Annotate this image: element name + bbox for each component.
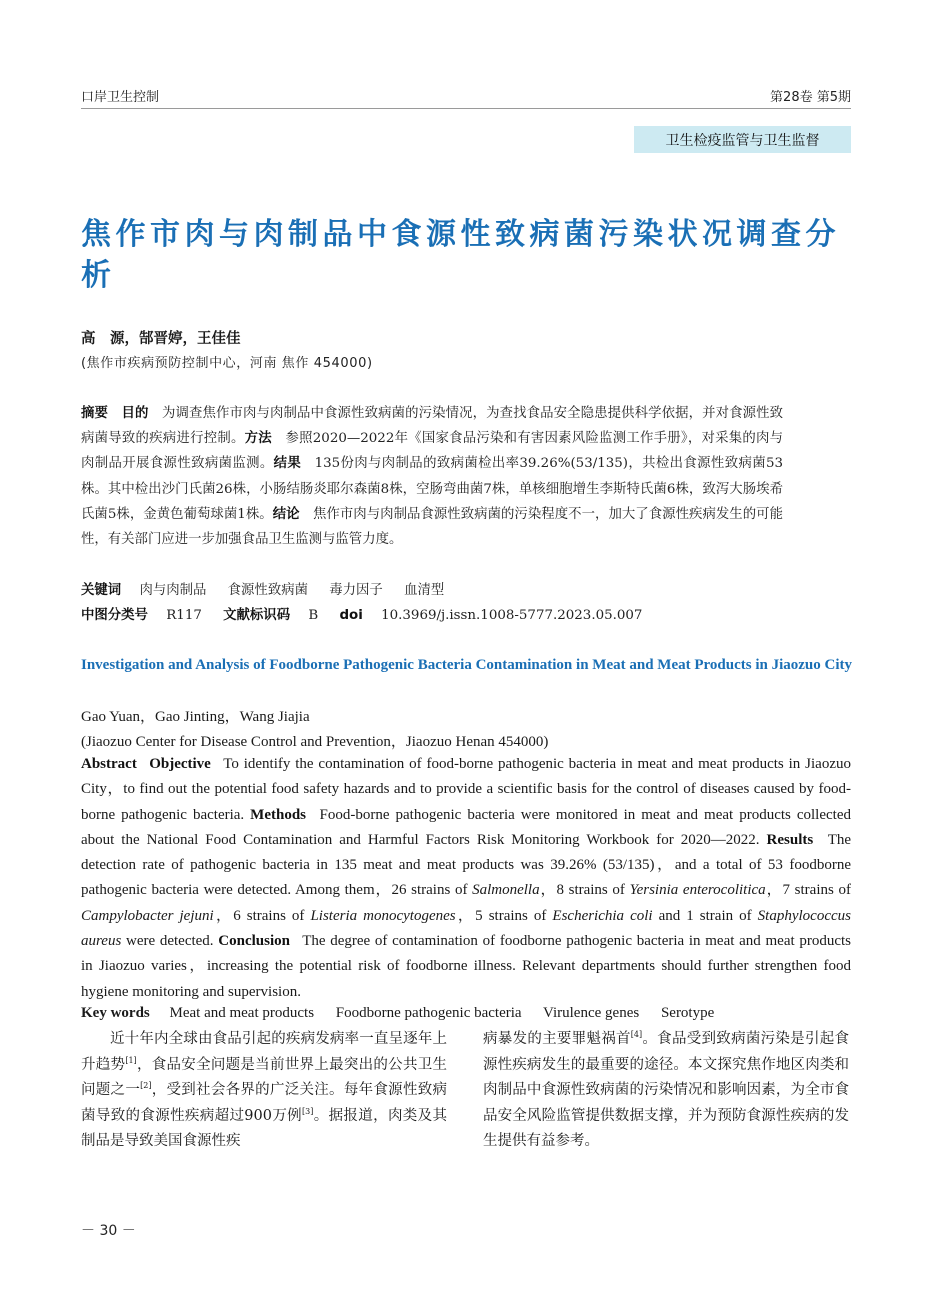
conclusion-en-label: Conclusion bbox=[218, 933, 290, 950]
conclusion-en-text: The degree of contamination of foodborne pathogenic bacteria in meat and meat products in Jiaozuo varies，increasing the potential risk of foodborne illness. Relevant departments should further strengthen food hygiene monitoring and supervision. bbox=[81, 933, 852, 1000]
results-cn-text: 135份肉与肉制品的致病菌检出率39.26%(53/135)，共检出食源性致病菌53株。其中检出沙门氏菌26株，小肠结肠炎耶尔森菌8株，空肠弯曲菌7株，单核细胞增生李斯特氏菌6株，致泻大肠埃希氏菌5株，金黄色葡萄球菌1株。 bbox=[81, 456, 784, 522]
results-en-text: ，6 strains of bbox=[213, 907, 311, 924]
classification-row bbox=[81, 604, 642, 623]
authors-cn: 高 源，郜晋婷，王佳佳 bbox=[81, 331, 241, 347]
objective-en-label: Objective bbox=[149, 756, 211, 772]
conclusion-cn-text: 焦作市肉与肉制品食源性致病菌的污染程度不一，加大了食源性疾病发生的可能性，有关部门应进一步加强食品卫生监测与监管力度。 bbox=[81, 506, 783, 548]
abstract-en bbox=[81, 752, 851, 1005]
keywords-cn bbox=[81, 579, 461, 598]
keyword-en: Virulence genes bbox=[543, 1005, 640, 1021]
methods-en-text: Food-borne pathogenic bacteria were monitored in meat and meat products collected about the National Food Contamination and Harmful Factors Risk Monitoring Workbook for 2020—2022. bbox=[81, 806, 851, 848]
clc-label: 中图分类号 bbox=[81, 608, 148, 623]
body-text: ，受到社会各界的广泛关注。每年食源性致病菌导致的食源性疾病超过900万例 bbox=[81, 1082, 447, 1124]
results-en-text: were detected. bbox=[121, 933, 214, 950]
results-en-label: Results bbox=[766, 831, 814, 848]
doi-label: doi bbox=[339, 608, 363, 623]
doc-code-value: B bbox=[308, 608, 319, 623]
keywords-en-label: Key words bbox=[81, 1005, 150, 1021]
keywords-en bbox=[81, 1005, 732, 1022]
issue-info: 第28卷 第5期 bbox=[770, 90, 851, 105]
species-name: Campylobacter jejuni bbox=[81, 907, 214, 924]
objective-en-text: To identify the contamination of food-borne pathogenic bacteria in meat and meat products in Jiaozuo City，to find out the potential food safety hazards and to provide a scientific basis for the control of diseases caused by food-borne pathogenic bacteria. bbox=[81, 756, 851, 823]
results-cn-label: 结果 bbox=[273, 456, 302, 472]
species-name: Listeria monocytogenes bbox=[310, 907, 456, 924]
keyword-cn: 食源性致病菌 bbox=[227, 583, 308, 598]
results-en-text: ，7 strains of bbox=[765, 882, 851, 899]
citation: [3] bbox=[302, 1106, 314, 1116]
body-paragraph bbox=[81, 1027, 447, 1155]
clc-value: R117 bbox=[166, 608, 202, 623]
keyword-cn: 肉与肉制品 bbox=[139, 583, 207, 598]
results-en-text: ，8 strains of bbox=[539, 882, 630, 899]
doc-code-label: 文献标识码 bbox=[223, 608, 291, 623]
conclusion-cn-label: 结论 bbox=[272, 506, 300, 522]
results-en-text: The detection rate of pathogenic bacteria in 135 meat and meat products was 39.26% (53/135)，and a total of 53 foodborne pathogenic bacteria were detected. Among them，26 strains of bbox=[81, 831, 852, 899]
abstract-cn bbox=[81, 401, 783, 552]
citation: [2] bbox=[140, 1081, 152, 1090]
body-paragraph bbox=[483, 1027, 849, 1155]
body-text: 。食品受到致病菌污染是引起食源性疾病发生的最重要的途径。本文探究焦作地区肉类和肉制品中食源性致病菌的污染情况和影响因素，为全市食品安全风险监管提供数据支撑，并为预防食源性疾病的发生提供有益参考。 bbox=[483, 1031, 850, 1149]
body-text: 近十年内全球由食品引起的疾病发病率一直呈逐年上升趋势 bbox=[81, 1031, 447, 1073]
body-text: 。据报道，肉类及其制品是导致美国食源性疾 bbox=[81, 1107, 447, 1149]
affiliation-cn: (焦作市疾病预防控制中心，河南 焦作 454000) bbox=[81, 356, 373, 371]
species-name: Staphylococcus aureus bbox=[81, 907, 851, 950]
page-number: － 30 － bbox=[81, 1223, 136, 1239]
keyword-en: Serotype bbox=[660, 1005, 715, 1021]
citation: [1] bbox=[125, 1055, 137, 1065]
body-column-right bbox=[483, 1027, 849, 1155]
keywords-cn-label: 关键词 bbox=[81, 583, 122, 598]
species-name: Yersinia enterocolitica bbox=[629, 882, 766, 899]
keyword-en: Foodborne pathogenic bacteria bbox=[335, 1005, 522, 1021]
species-name: Escherichia coli bbox=[552, 907, 653, 924]
authors-en: Gao Yuan，Gao Jinting，Wang Jiajia bbox=[81, 709, 310, 725]
abstract-en-label: Abstract bbox=[81, 756, 137, 772]
journal-name: 口岸卫生控制 bbox=[81, 90, 160, 105]
keyword-cn: 毒力因子 bbox=[329, 583, 383, 598]
header-divider bbox=[81, 108, 851, 109]
article-title-en: Investigation and Analysis of Foodborne Pathogenic Bacteria Contamination in Meat and Meat Products in Jiaozuo City bbox=[81, 657, 852, 673]
methods-en-label: Methods bbox=[250, 806, 307, 823]
body-text: ，食品安全问题是当前世界上最突出的公共卫生问题之一 bbox=[81, 1056, 448, 1098]
objective-cn-label: 目的 bbox=[121, 406, 149, 421]
species-name: Salmonella bbox=[472, 882, 540, 899]
abstract-cn-label: 摘要 bbox=[81, 406, 109, 421]
section-badge: 卫生检疫监管与卫生监督 bbox=[634, 126, 851, 153]
doi-value: 10.3969/j.issn.1008-5777.2023.05.007 bbox=[381, 608, 643, 623]
results-en-text: and 1 strain of bbox=[652, 907, 758, 924]
keyword-en: Meat and meat products bbox=[169, 1005, 315, 1021]
objective-cn-text: 为调查焦作市肉与肉制品中食源性致病菌的污染情况，为查找食品安全隐患提供科学依据，并对食源性致病菌导致的疾病进行控制。 bbox=[81, 406, 784, 447]
methods-cn-label: 方法 bbox=[244, 431, 272, 447]
results-en-text: ，5 strains of bbox=[455, 907, 553, 924]
article-title-cn: 焦作市肉与肉制品中食源性致病菌污染状况调查分析 bbox=[81, 217, 840, 293]
body-column-left bbox=[81, 1027, 447, 1155]
keyword-cn: 血清型 bbox=[404, 583, 445, 598]
affiliation-en: (Jiaozuo Center for Disease Control and Prevention，Jiaozuo Henan 454000) bbox=[81, 734, 549, 750]
citation: [4] bbox=[630, 1030, 643, 1039]
body-text: 病暴发的主要罪魁祸首 bbox=[483, 1031, 631, 1047]
methods-cn-text: 参照2020—2022年《国家食品污染和有害因素风险监测工作手册》，对采集的肉与肉制品开展食源性致病菌监测。 bbox=[81, 431, 784, 472]
